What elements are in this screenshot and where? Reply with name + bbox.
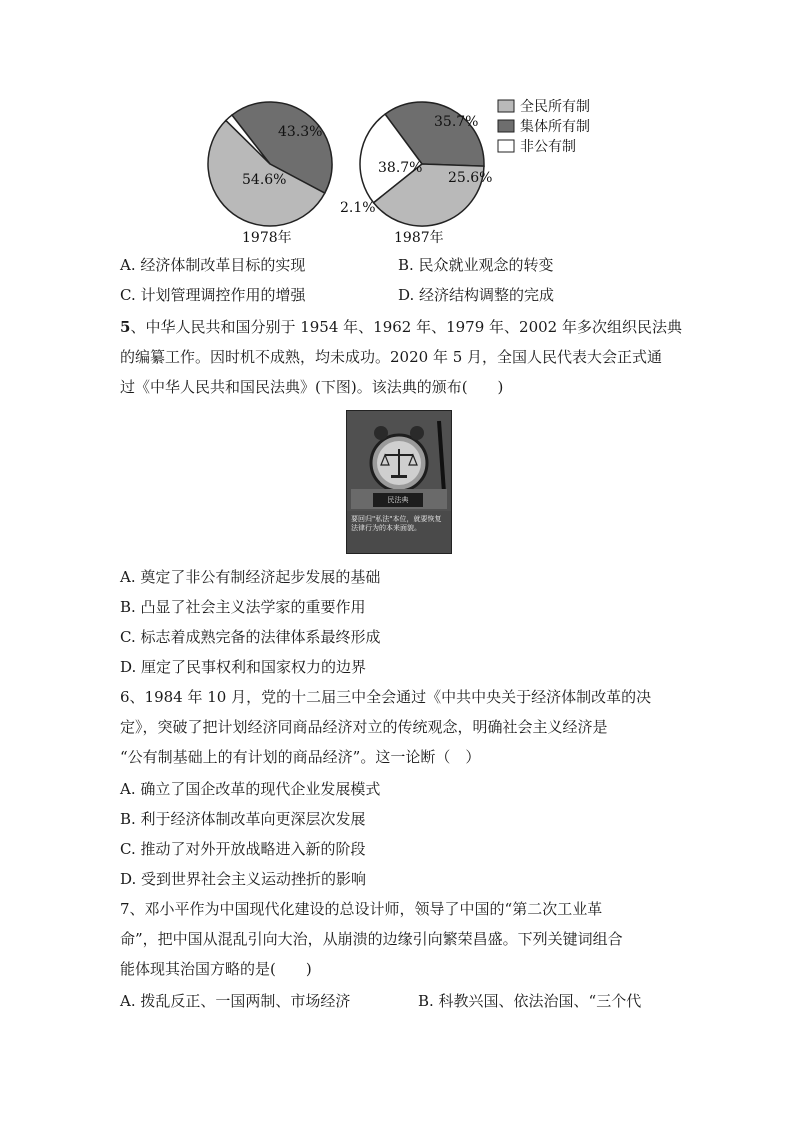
q6-stem-line-3: “公有制基础上的有计划的商品经济”。这一论断（ ） xyxy=(120,748,481,766)
legend-swatch-0 xyxy=(498,100,514,112)
q7-stem-line-3: 能体现其治国方略的是( ) xyxy=(120,960,312,978)
q6-option-b: B. 利于经济体制改革向更深层次发展 xyxy=(120,810,366,828)
civil-code-caption: 要回归"私法"本位，就要恢复法律行为的本来面貌。 xyxy=(351,515,442,532)
q7-stem-line-2: 命”，把中国从混乱引向大治，从崩溃的边缘引向繁荣昌盛。下列关键词组合 xyxy=(120,930,623,948)
pie-label-1-1: 35.7% xyxy=(434,114,479,130)
q7-option-a: A. 拨乱反正、一国两制、市场经济 xyxy=(120,992,351,1010)
pie-title-1: 1987年 xyxy=(394,230,444,246)
civil-code-image xyxy=(346,410,452,554)
legend-swatch-1 xyxy=(498,120,514,132)
q4-option-d: D. 经济结构调整的完成 xyxy=(398,286,555,304)
pie-label-1-0: 38.7% xyxy=(378,160,423,176)
q7-option-b: B. 科教兴国、依法治国、“三个代 xyxy=(418,992,642,1010)
q5-option-c: C. 标志着成熟完备的法律体系最终形成 xyxy=(120,628,381,646)
q5-stem-line-3: 过《中华人民共和国民法典》(下图)。该法典的颁布( ) xyxy=(120,378,504,396)
q5-option-d: D. 厘定了民事权利和国家权力的边界 xyxy=(120,658,367,676)
q6-stem-line-2: 定》，突破了把计划经济同商品经济对立的传统观念，明确社会主义经济是 xyxy=(120,718,608,736)
ownership-pie-charts xyxy=(200,92,620,252)
q6-option-c: C. 推动了对外开放战略进入新的阶段 xyxy=(120,840,366,858)
q4-option-b: B. 民众就业观念的转变 xyxy=(398,256,554,274)
q6-stem-line-1: 6、1984 年 10 月，党的十二届三中全会通过《中共中央关于经济体制改革的决 xyxy=(120,688,652,706)
q6-option-a: A. 确立了国企改革的现代企业发展模式 xyxy=(120,780,381,798)
pie-label-0-2: 2.1% xyxy=(340,200,376,216)
q5-stem-line-2: 的编纂工作。因时机不成熟，均未成功。2020 年 5 月，全国人民代表大会正式通 xyxy=(120,348,663,366)
legend-swatch-2 xyxy=(498,140,514,152)
q7-stem-line-1: 7、邓小平作为中国现代化建设的总设计师，领导了中国的“第二次工业革 xyxy=(120,900,603,918)
legend-label-1: 集体所有制 xyxy=(520,119,590,135)
q4-option-a: A. 经济体制改革目标的实现 xyxy=(120,256,306,274)
legend-label-0: 全民所有制 xyxy=(520,99,590,115)
q5-stem-line-1 xyxy=(120,316,682,338)
q6-option-d: D. 受到世界社会主义运动挫折的影响 xyxy=(120,870,367,888)
q5-number: 5 xyxy=(120,318,131,336)
legend-label-2: 非公有制 xyxy=(520,139,576,155)
q4-option-c: C. 计划管理调控作用的增强 xyxy=(120,286,306,304)
pie-label-0-1: 43.3% xyxy=(278,124,323,140)
q5-stem-text-1: 、中华人民共和国分别于 1954 年、1962 年、1979 年、2002 年多次组织民法典 xyxy=(130,318,682,336)
pie-title-0: 1978年 xyxy=(242,230,292,246)
civil-code-book-label: 民法典 xyxy=(373,493,423,507)
pie-chart-svg xyxy=(200,92,620,252)
q5-option-a: A. 奠定了非公有制经济起步发展的基础 xyxy=(120,568,381,586)
q5-option-b: B. 凸显了社会主义法学家的重要作用 xyxy=(120,598,366,616)
pie-label-1-2: 25.6% xyxy=(448,170,493,186)
pie-label-0-0: 54.6% xyxy=(242,172,287,188)
